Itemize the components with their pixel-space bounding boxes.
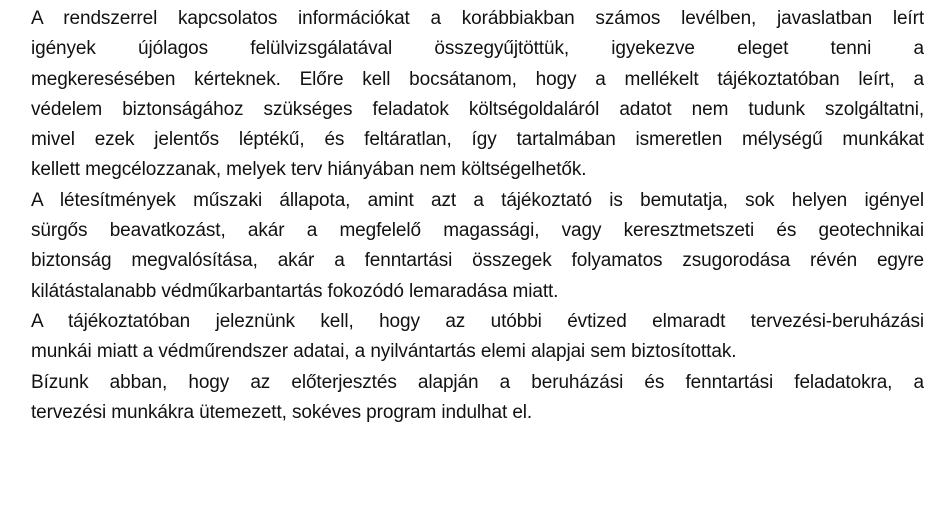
text-line: mivel ezek jelentős léptékű, és feltáratlan, így tartalmában ismeretlen mélységű munkákat [31, 129, 924, 151]
paragraph-2 [31, 186, 924, 307]
text-line: biztonság megvalósítása, akár a fenntartási összegek folyamatos zsugorodása révén egyre [31, 250, 924, 272]
text-line: megkeresésében kérteknek. Előre kell bocsátanom, hogy a mellékelt tájékoztatóban leírt, a [31, 68, 924, 90]
text-line: kellett megcélozzanak, melyek terv hiányában nem költségelhetők. [31, 159, 587, 181]
paragraph-4 [31, 368, 924, 429]
text-line: A tájékoztatóban jeleznünk kell, hogy az utóbbi évtized elmaradt tervezési-beruházási [31, 310, 924, 332]
text-line: Bízunk abban, hogy az előterjesztés alapján a beruházási és fenntartási feladatokra, a [31, 371, 924, 393]
text-line: kilátástalanabb védműkarbantartás fokozódó lemaradása miatt. [31, 280, 559, 302]
paragraph-3 [31, 307, 924, 368]
text-line: A létesítmények műszaki állapota, amint azt a tájékoztató is bemutatja, sok helyen igényel [31, 189, 924, 211]
paragraph-1 [31, 0, 924, 186]
text-line: védelem biztonságához szükséges feladatok költségoldaláról adatot nem tudunk szolgáltatni, [31, 98, 924, 120]
text-line: A rendszerrel kapcsolatos információkat a korábbiakban számos levélben, javaslatban leírt [31, 8, 924, 29]
text-line: igények újólagos felülvizsgálatával összegyűjtöttük, igyekezve eleget tenni a [31, 38, 924, 60]
text-line: munkái miatt a védműrendszer adatai, a nyilvántartás elemi alapjai sem biztosítottak. [31, 341, 737, 363]
text-line: tervezési munkákra ütemezett, sokéves program indulhat el. [31, 401, 533, 423]
text-line: sürgős beavatkozást, akár a megfelelő magassági, vagy keresztmetszeti és geotechnikai [31, 220, 924, 242]
document-body [31, 0, 924, 428]
